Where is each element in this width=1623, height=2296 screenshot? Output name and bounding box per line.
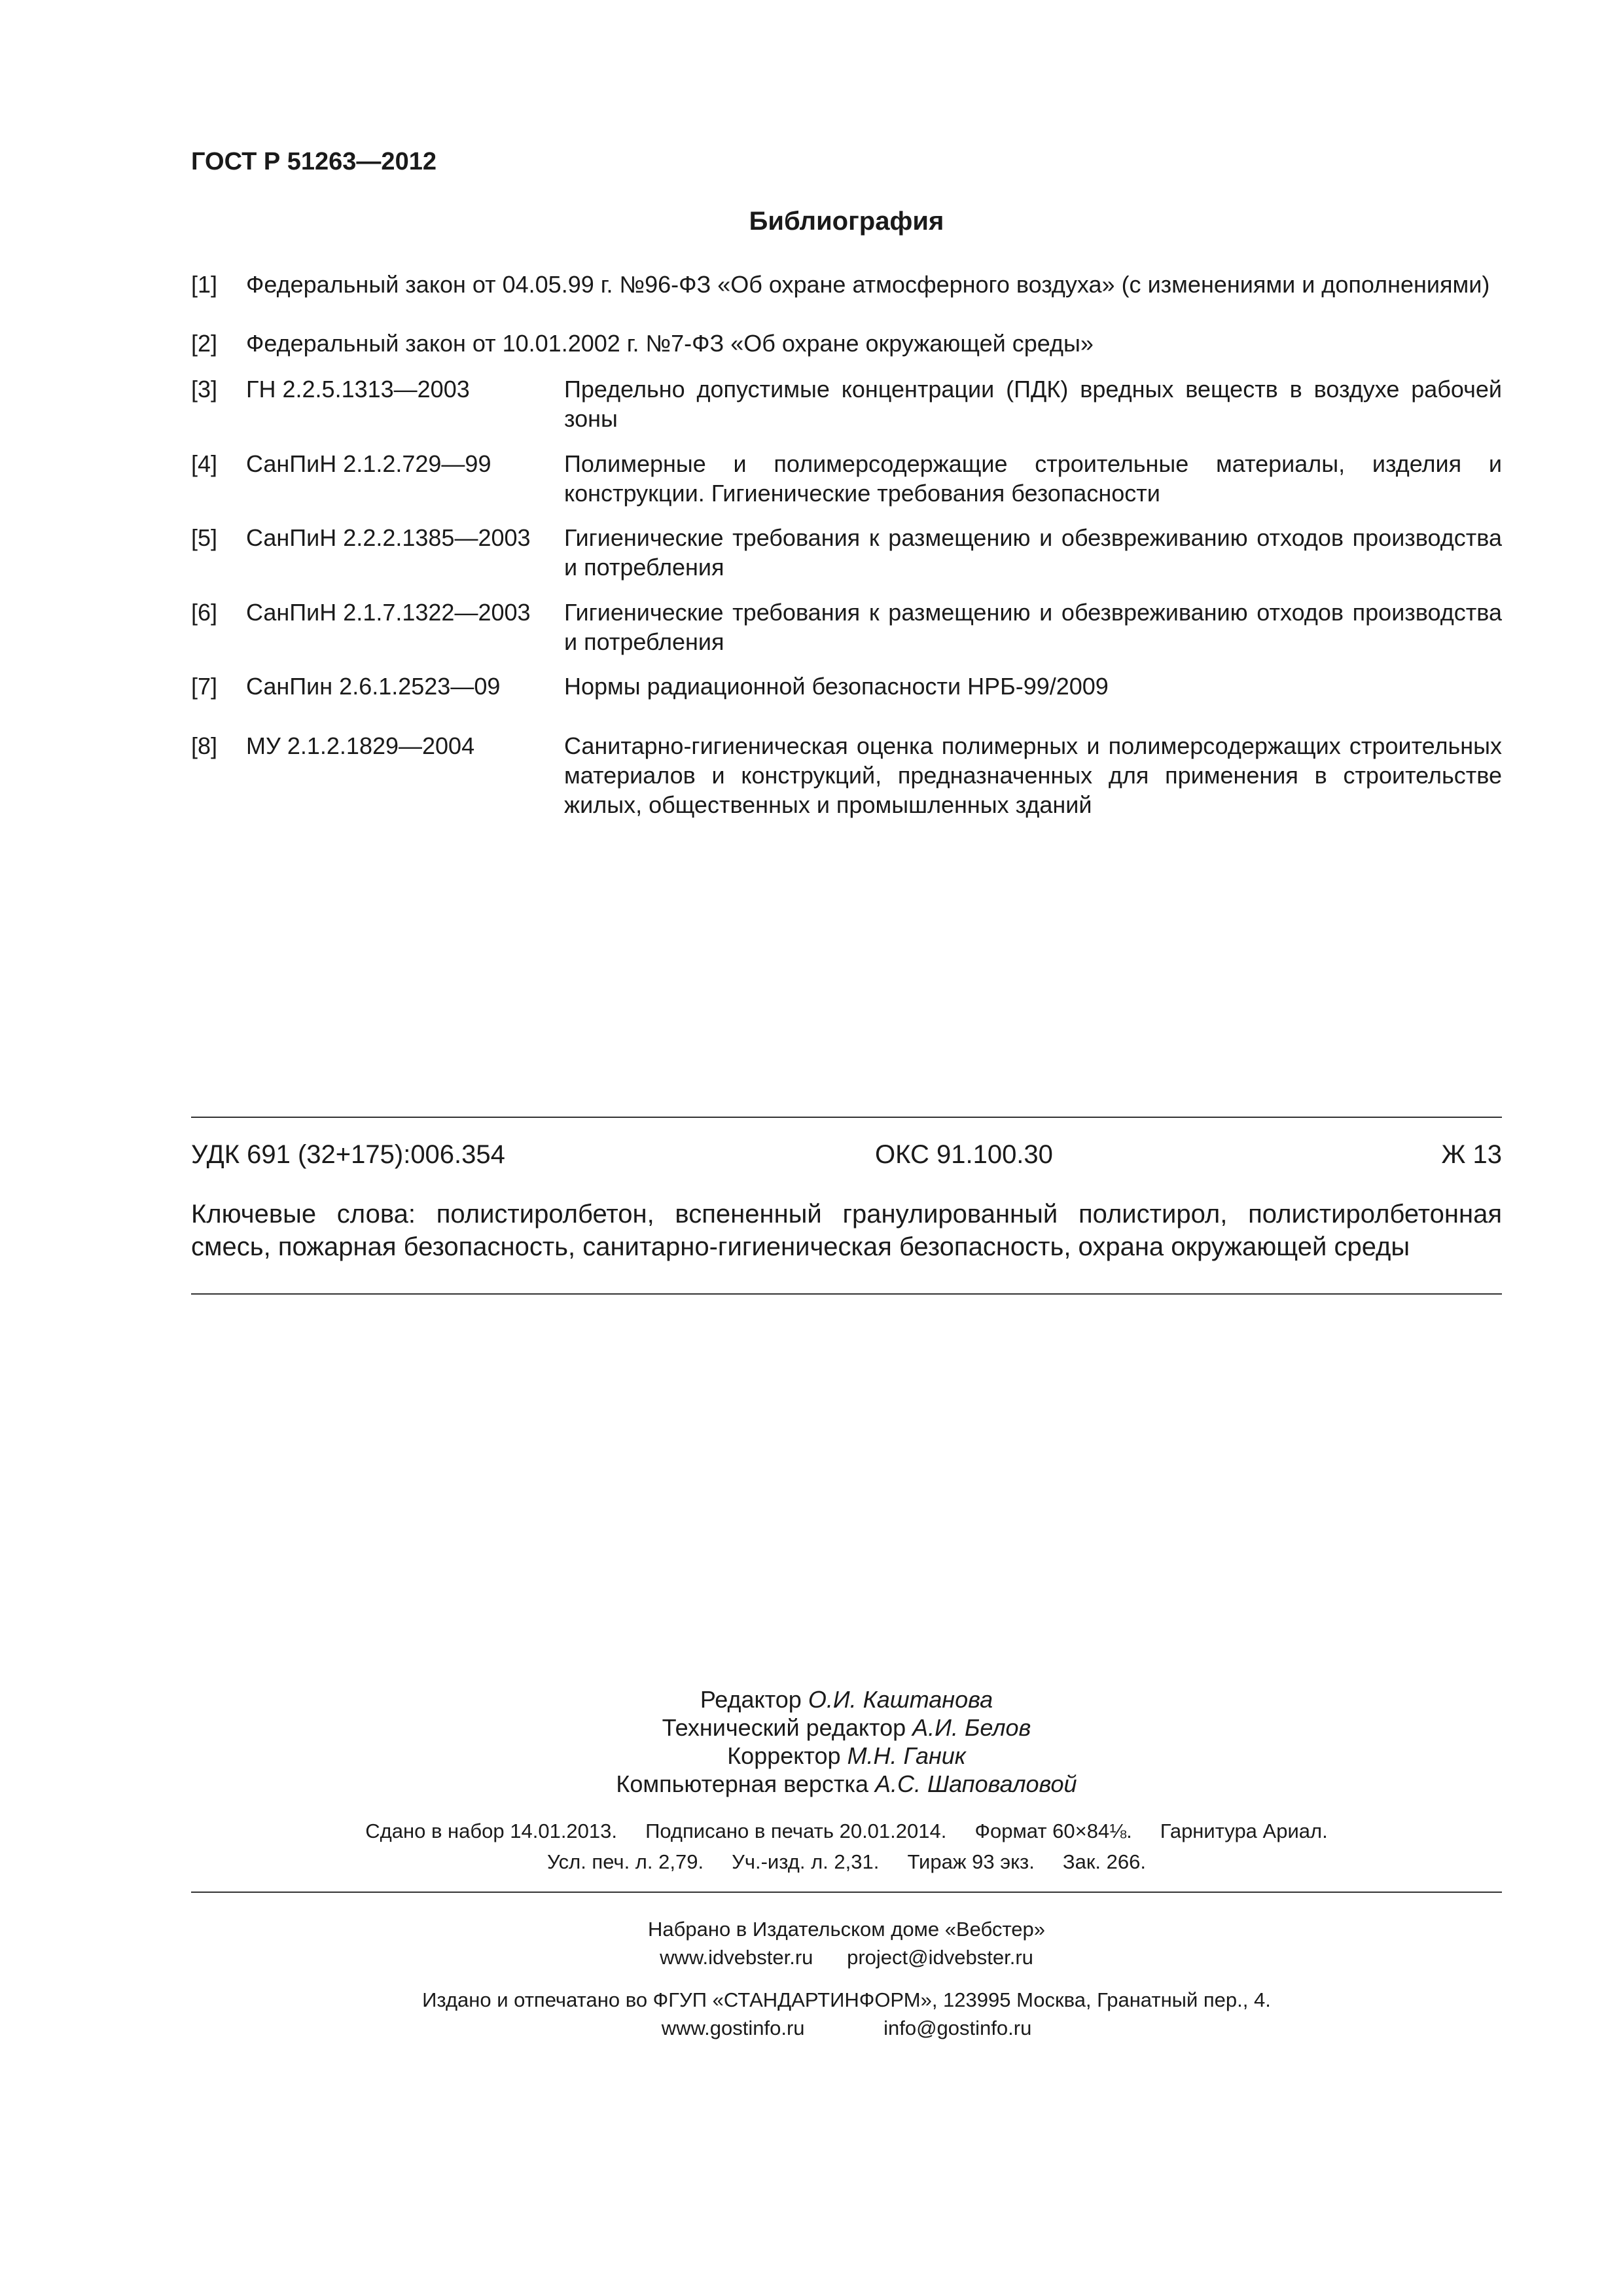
classification-row [191,1140,1502,1173]
bib-entry-1 [191,270,1502,301]
oks-code: ОКС 91.100.30 [875,1140,1053,1169]
udk-code: УДК 691 (32+175):006.354 [191,1140,505,1169]
bib-code: МУ 2.1.2.1829—2004 [246,732,475,759]
staff-role: Корректор [727,1742,841,1769]
typeset-line [191,1914,1502,1945]
bib-text: Федеральный закон от 10.01.2002 г. №7-ФЗ «Об охране окружающей среды» [246,330,1094,357]
publisher-site-link[interactable]: www.gostinfo.ru [661,2017,805,2039]
bib-number: [2] [191,330,218,357]
imprint-pub-sheets: Уч.-изд. л. 2,31. [732,1850,880,1873]
staff-name: А.С. Шаповаловой [874,1770,1077,1797]
bib-number: [4] [191,450,218,477]
bib-text: Федеральный закон от 04.05.99 г. №96-ФЗ «Об охране атмосферного воздуха» (с изменениями и дополнениями) [246,271,1490,298]
staff-tech-editor [191,1713,1502,1742]
typeset-contacts [191,1943,1502,1973]
staff-name: А.И. Белов [912,1714,1031,1741]
staff-name: О.И. Каштанова [808,1686,993,1713]
bib-number: [7] [191,673,218,700]
bib-code: ГН 2.2.5.1313—2003 [246,376,470,403]
imprint-submitted: Сдано в набор 14.01.2013. [365,1820,618,1842]
bib-code: СанПиН 2.1.7.1322—2003 [246,599,531,626]
publisher-contacts [191,2013,1502,2043]
publisher-email-link[interactable]: info@gostinfo.ru [883,2017,1032,2039]
bib-entry-8 [191,731,1502,821]
bib-description: Гигиенические требования к размещению и обезвреживанию отходов производства и потребления [564,524,1502,581]
bib-entry-5 [191,523,1502,583]
imprint-typeface: Гарнитура Ариал. [1160,1820,1328,1842]
bib-entry-4 [191,449,1502,509]
bib-entry-2 [191,329,1502,360]
bib-number: [8] [191,732,218,759]
imprint-signed: Подписано в печать 20.01.2014. [645,1820,947,1842]
bib-description: Полимерные и полимерсодержащие строительные материалы, изделия и конструкции. Гигиенические требования безопасности [564,450,1502,507]
imprint-circulation: Тираж 93 экз. [907,1850,1035,1873]
bib-code: СанПиН 2.2.2.1385—2003 [246,524,531,551]
typeset-site-link[interactable]: www.idvebster.ru [660,1946,813,1969]
bib-number: [1] [191,271,218,298]
imprint-order: Зак. 266. [1062,1850,1146,1873]
keywords: Ключевые слова: полистиролбетон, вспененный гранулированный полистирол, полистиролбетонная смесь, пожарная безопасность, санитарно-гигиеническая безопасность, охрана окружающей среды [191,1200,1502,1261]
imprint-format: Формат 60×84⅛. [974,1820,1132,1842]
staff-name: М.Н. Ганик [847,1742,966,1769]
bib-number: [6] [191,599,218,626]
bib-entry-3 [191,374,1502,435]
bib-number: [3] [191,376,218,403]
bib-description: Предельно допустимые концентрации (ПДК) вредных веществ в воздухе рабочей зоны [564,376,1502,432]
publisher-text: Издано и отпечатано во ФГУП «СТАНДАРТИНФОРМ», 123995 Москва, Гранатный пер., 4. [422,1988,1271,2011]
staff-proofreader [191,1742,1502,1770]
divider-bottom [191,1892,1502,1893]
document-code: ГОСТ Р 51263—2012 [191,148,437,175]
staff-role: Компьютерная верстка [616,1770,868,1797]
bib-description: Санитарно-гигиеническая оценка полимерных и полимерсодержащих строительных материалов и конструкций, предназначенных для применения в строительстве жилых, общественных и промышленных зданий [564,732,1502,818]
staff-role: Технический редактор [662,1714,906,1741]
imprint-print-sheets: Усл. печ. л. 2,79. [547,1850,704,1873]
staff-layout [191,1770,1502,1798]
imprint-line-2 [191,1847,1502,1877]
bibliography-title: Библиография [749,207,944,236]
typeset-email-link[interactable]: project@idvebster.ru [847,1946,1033,1969]
divider-top [191,1117,1502,1118]
bib-description: Гигиенические требования к размещению и обезвреживанию отходов производства и потребления [564,599,1502,655]
bib-code: СанПиН 2.1.2.729—99 [246,450,491,477]
publisher-line [191,1985,1502,2015]
bib-description: Нормы радиационной безопасности НРБ-99/2009 [564,673,1109,700]
divider-middle [191,1293,1502,1295]
typeset-text: Набрано в Издательском доме «Вебстер» [647,1918,1046,1941]
bib-code: СанПин 2.6.1.2523—09 [246,673,501,700]
bib-entry-7 [191,672,1502,703]
bib-entry-6 [191,598,1502,658]
bib-number: [5] [191,524,218,551]
staff-editor [191,1685,1502,1713]
zh-code: Ж 13 [1441,1140,1502,1169]
staff-role: Редактор [700,1686,802,1713]
imprint-line-1 [191,1816,1502,1846]
